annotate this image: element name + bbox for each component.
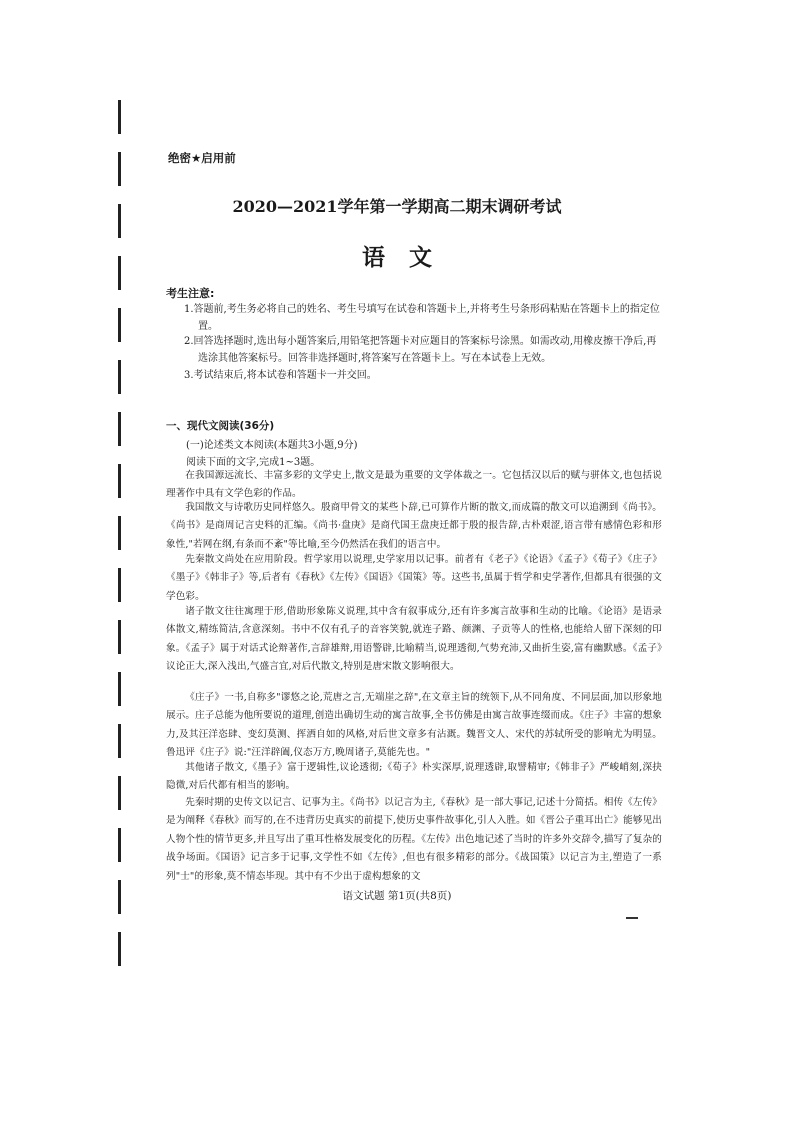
passage-paragraph: 先秦时期的史传文以记言、记事为主。《尚书》以记言为主,《春秋》是一部大事记,记述十分简括。相传《左传》是为阐释《春秋》而写的,在不违背历史真实的前提下,使历史事件故事化,引人入胜。如《晋公子重耳出亡》能够见出人物个性的情节更多,并且写出了重耳性格发展变化的历程。《左传》出色地记述了当时的许多外交辞令,描写了复杂的战争场面。《国语》记言多于记事,文学性不如《左传》,但也有很多精彩的部分。《战国策》以记言为主,塑造了一系列"士"的形象,莫不情态毕现。其中有不少出于虚构想象的文 — [166, 797, 662, 882]
section-heading: 一、现代文阅读(36分) — [166, 420, 275, 432]
passage-paragraph: 其他诸子散文,《墨子》富于逻辑性,议论透彻;《荀子》朴实深厚,说理透辟,取譬精审;《韩非子》严峻峭刻,深抉隐微,对后代都有相当的影响。 — [166, 762, 662, 792]
notice-item: 2.回答选择题时,选出每小题答案后,用铅笔把答题卡对应题目的答案标号涂黑。如需改动,用橡皮擦干净后,再选涂其他答案标号。回答非选择题时,将答案写在答题卡上。写在本试卷上无效。 — [184, 336, 657, 364]
passage-paragraph: 诸子散文往往寓理于形,借助形象陈义说理,其中含有叙事成分,还有许多寓言故事和生动的比喻。《论语》是语录体散文,精练简洁,含意深刻。书中不仅有孔子的音容笑貌,就连子路、颜渊、子贡等人的性格,也能给人留下深刻的印象。《孟子》属于对话式论辩著作,言辞雄辩,用语警辟,比喻精当,说理透彻,气势充沛,又曲折生姿,富有幽默感。《孟子》议论正大,深入浅出,气盛言宜,对后代散文,特别是唐宋散文影响很大。 — [166, 606, 662, 673]
corner-mark — [626, 917, 638, 919]
passage-paragraph: 我国散文与诗歌历史同样悠久。殷商甲骨文的某些卜辞,已可算作片断的散文,而成篇的散文可以追溯到《尚书》。《尚书》是商周记言史料的汇编。《尚书·盘庚》是商代国王盘庚迁都于殷的报告辞,古朴艰涩,语言带有感情色彩和形象性,"若网在纲,有条而不紊"等比喻,至今仍然活在我们的语言中。 — [166, 502, 662, 550]
confidential-label: 绝密★启用前 — [168, 151, 236, 165]
passage-paragraph: 在我国源远流长、丰富多彩的文学史上,散文是最为重要的文学体裁之一。它包括汉以后的赋与骈体文,也包括说理著作中具有文学色彩的作品。 — [166, 470, 662, 500]
reading-instruction: 阅读下面的文字,完成1~3题。 — [186, 457, 321, 468]
passage-paragraph: 先秦散文尚处在应用阶段。哲学家用以说理,史学家用以记事。前者有《老子》《论语》《孟子》《荀子》《庄子》《墨子》《韩非子》等,后者有《春秋》《左传》《国语》《国策》等。这些书,虽属于哲学和史学著作,但都具有很强的文学色彩。 — [166, 554, 662, 602]
notice-item: 1.答题前,考生务必将自己的姓名、考生号填写在试卷和答题卡上,并将考生号条形码粘贴在答题卡上的指定位置。 — [184, 304, 660, 332]
sub-section-heading: (一)论述类文本阅读(本题共3小题,9分) — [186, 440, 358, 451]
notice-item: 3.考试结束后,将本试卷和答题卡一并交回。 — [184, 370, 377, 381]
notice-heading: 考生注意: — [166, 287, 215, 300]
subject-title: 语文 — [362, 245, 456, 271]
binding-dashed-line — [118, 100, 121, 970]
page-footer: 语文试题 第1页(共8页) — [342, 890, 452, 902]
passage-paragraph: 《庄子》一书,自称多"谬悠之论,荒唐之言,无端崖之辞",在文章主旨的统领下,从不同角度、不同层面,加以形象地展示。庄子总能为他所要说的道理,创造出确切生动的寓言故事,全书仿佛是由寓言故事连缀而成。《庄子》丰富的想象力,及其汪洋恣肆、变幻莫测、挥洒自如的风格,对后世文章多有沾溉。魏晋文人、宋代的苏轼所受的影响尤为明显。鲁迅评《庄子》说:"汪洋辟阖,仪态万方,晚周诸子,莫能先也。" — [166, 692, 662, 759]
exam-title: 2020—2021学年第一学期高二期末调研考试 — [232, 197, 562, 216]
